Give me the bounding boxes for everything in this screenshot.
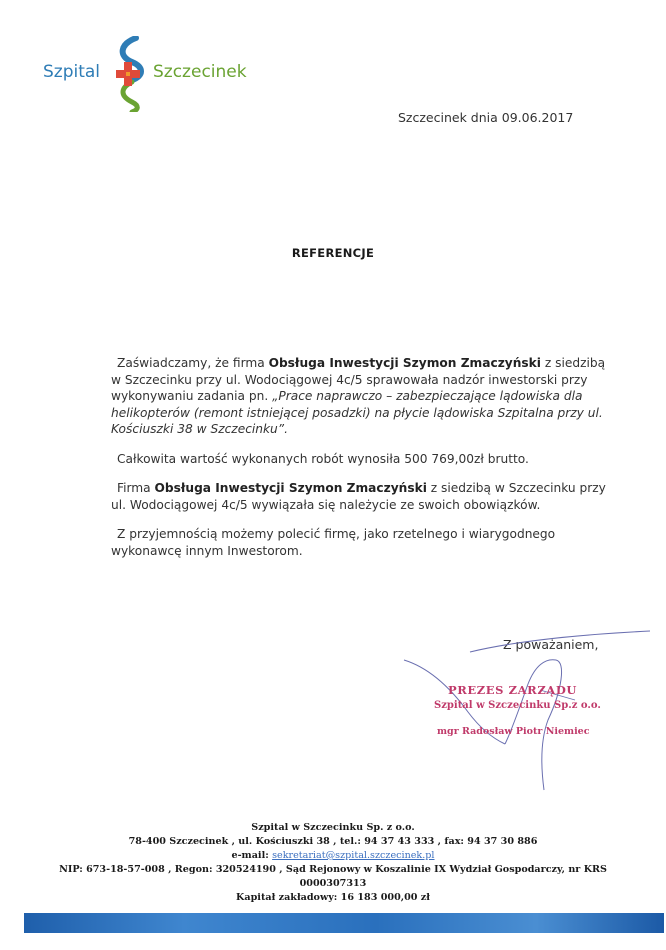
footer-email-link[interactable]: sekretariat@szpital.szczecinek.pl — [272, 850, 435, 861]
paragraph-1-text-a: Zaświadczamy, że firma — [117, 356, 269, 370]
stamp-title: PREZES ZARZĄDU — [448, 683, 578, 697]
place-date: Szczecinek dnia 09.06.2017 — [398, 110, 574, 125]
firm-name: Obsługa Inwestycji Szymon Zmaczyński — [268, 356, 541, 370]
letter-body — [111, 355, 611, 572]
footer-color-bar — [24, 913, 664, 933]
footer-email-label: e-mail: — [231, 850, 273, 861]
paragraph-3-text-a: Firma — [117, 481, 155, 495]
footer-email-line — [0, 850, 666, 861]
footer-registry-2: 0000307313 — [299, 878, 367, 889]
paragraph-2-text: Całkowita wartość wykonanych robót wynosiła 500 769,00zł brutto. — [117, 451, 529, 466]
paragraph-4-text: Z przyjemnością możemy polecić firmę, jako rzetelnego i wiarygodnego wykonawcę innym Inwestorom. — [111, 527, 556, 558]
stamp-signatory: mgr Radosław Piotr Niemiec — [437, 726, 590, 737]
paragraph-4 — [111, 526, 611, 559]
document-title: REFERENCJE — [291, 246, 375, 260]
paragraph-3 — [111, 480, 611, 513]
paragraph-1 — [111, 355, 611, 438]
paragraph-3-text-b: z siedzibą w Szczecinku przy ul. Wodociągowej 4c/5 wywiązała się należycie ze swoich obowiązków. — [111, 481, 606, 512]
closing-regards: Z poważaniem, — [503, 637, 599, 652]
footer-registry-1: NIP: 673-18-57-008 , Regon: 320524190 , Sąd Rejonowy w Koszalinie IX Wydział Gospodarczy, nr KRS — [59, 864, 607, 875]
task-name: „Prace naprawczo – zabezpieczające lądowiska dla helikopterów (remont istniejącej posadzki) na płycie lądowiska Szpitalna przy ul. Kościuszki 38 w Szczecinku”. — [111, 389, 603, 436]
firm-name-2: Obsługa Inwestycji Szymon Zmaczyński — [154, 481, 427, 495]
logo-text-right: Szczecinek — [153, 62, 247, 82]
logo-text-left: Szpital — [43, 62, 101, 82]
footer-address: 78-400 Szczecinek , ul. Kościuszki 38 , tel.: 94 37 43 333 , fax: 94 37 30 886 — [128, 836, 538, 847]
paragraph-2 — [111, 451, 611, 468]
paragraph-1-text-b: z siedzibą w Szczecinku przy ul. Wodociągowej 4c/5 sprawowała nadzór inwestorski przy wykonywaniu zadania pn. — [111, 356, 606, 403]
footer-company: Szpital w Szczecinku Sp. z o.o. — [251, 822, 415, 833]
stamp-company: Szpital w Szczecinku Sp.z o.o. — [434, 700, 601, 711]
footer-capital: Kapitał zakładowy: 16 183 000,00 zł — [236, 892, 430, 903]
